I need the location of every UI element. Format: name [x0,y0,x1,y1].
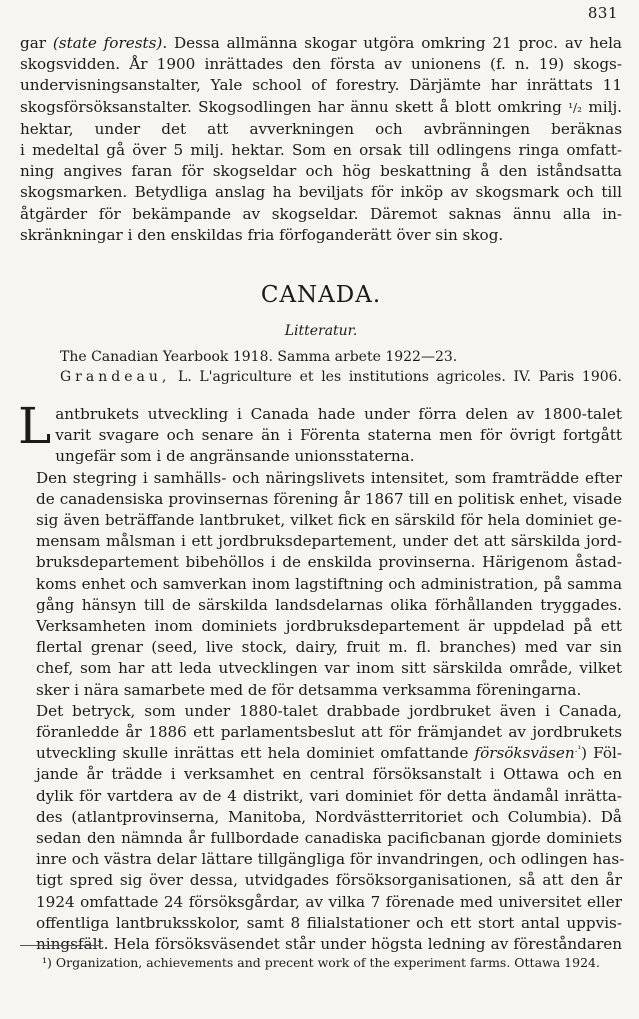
text-segment: . Dessa allmänna skogar utgöra omkring 21 proc. av hela [162,34,622,52]
paragraph [20,468,622,701]
page-number: 831 [587,4,618,22]
text-segment: föranledde år 1886 ett parlamentsbeslut att för främjandet av jordbrukets [36,723,622,742]
text-line [20,828,622,849]
top-paragraph [20,33,622,246]
text-segment: gar [20,34,53,52]
text-line [20,701,622,722]
text-segment: 1924 omfattade 24 försöksgårdar, av vilka 7 förenade med universitet eller [36,892,622,911]
text-line [20,807,622,828]
text-segment: sedan den nämnda år fullbordade canadiska pacificbanan gjorde dominiets [36,829,622,848]
footnote-marker: .¹ [574,745,582,756]
text-line [20,510,622,531]
text-segment: des (atlantprovinserna, Manitoba, Nordvästterritoriet och Columbia). Då [36,807,622,826]
text-line [20,225,622,246]
text-segment: jande år trädde i verksamhet en central försöksanstalt i Ottawa och en [36,765,622,784]
text-segment: Den stegring i samhälls- och näringslivets intensitet, som framträdde efter [36,468,622,487]
text-line [20,786,622,807]
text-segment: ) Föl- [581,744,623,763]
text-line [20,468,622,489]
text-line [20,446,622,467]
text-segment: hektar, under det att avverkningen och avbränningen beräknas [20,119,622,138]
text-line [20,616,622,637]
section-heading: CANADA. [260,282,382,308]
text-line [20,161,622,182]
text-line [20,425,622,446]
italic-text: (state forests) [52,34,163,52]
text-line [20,849,625,870]
text-segment: milj. [581,97,622,116]
text-segment: sig även beträffande lantbruket, vilket fick en särskild för hela dominiet ge- [36,511,622,530]
text-segment: skogsmarken. Betydliga anslag ha beviljats för inköp av skogsmark och till [20,183,622,202]
text-line [20,743,622,764]
text-segment: bruksdepartement bibehöllos i de enskilda provinserna. Härigenom åstad- [36,553,622,572]
text-line [20,119,622,140]
text-segment: undervisningsanstalter, Yale school of forestry. Därjämte har inrättats 11 [20,76,622,95]
text-segment: skränkningar i den enskildas fria förfoganderätt över sin skog. [20,225,504,244]
text-line [20,531,622,552]
text-line [20,934,622,955]
text-segment: mensam målsman i ett jordbruksdepartement, under det att särskilda jord- [36,532,622,551]
text-line [20,404,622,425]
text-line [20,140,622,161]
text-segment: sker i nära samarbete med de för detsamma verksamma föreningarna. [36,680,582,699]
text-line [20,97,622,119]
text-line [20,595,622,616]
text-line [20,574,622,595]
text-segment: Verksamheten inom dominiets jordbruksdepartement är uppdelad på ett [36,617,622,636]
footnote: ¹) Organization, achievements and precent work of the experiment farms. Ottawa 1924. [42,955,600,970]
paragraph [18,397,622,468]
footnote-rule [20,945,100,946]
text-segment: utveckling skulle inrättas ett hela dominiet omfattande [36,744,475,763]
text-line [20,870,622,891]
text-line [20,680,622,701]
text-segment: ningsfält. Hela försöksväsendet står under högsta ledning av föreståndaren [36,935,622,954]
text-line [20,54,622,75]
reference-2-author: Grandeau, [60,369,171,385]
text-segment: ning angives faran för skogseldar och hög beskattning å den iståndsatta [20,162,622,181]
text-line [20,637,622,658]
body-text [18,397,625,955]
text-segment: ¹/₂ [568,100,582,115]
text-segment: dylik för vartdera av de 4 distrikt, vari dominiet för detta ändamål inrätta- [36,786,622,805]
text-segment: chef, som har att leda utvecklingen var inom sitt särskilda område, vilket [36,659,622,678]
drop-cap: L [18,397,52,455]
text-line [20,33,622,54]
page [18,0,625,1019]
italic-text: försöksväsen [474,744,575,763]
text-segment: Det betryck, som under 1880-talet drabbade jordbruket även i Canada, [36,701,622,720]
text-line [20,75,622,96]
text-line [20,764,622,785]
text-segment: i medeltal gå över 5 milj. hektar. Som en orsak till odlingens ringa omfatt- [20,141,622,160]
text-segment: åtgärder för bekämpande av skogseldar. Däremot saknas ännu alla in- [20,204,622,223]
text-line [20,182,622,203]
reference-2 [60,368,622,386]
text-segment: de canadensiska provinsernas förening år 1867 till en politisk enhet, visade [36,489,622,508]
text-segment: varit svagare och senare än i Förenta staterna men för övrigt fortgått [55,426,622,445]
text-segment: gång hänsyn till de särskilda landsdelarnas olika förhållanden tryggades. [36,595,622,614]
literature-title: Litteratur. [284,323,358,339]
text-segment: skogsförsöksanstalter. Skogsodlingen har ännu skett å blott omkring [20,97,569,116]
text-segment: tigt spred sig över dessa, utvidgades försöksorganisationen, så att den år [36,871,622,890]
paragraph [20,701,625,955]
text-line [20,552,622,573]
text-line [20,658,622,679]
text-segment: skogsvidden. År 1900 inrättades den första av unionens (f. n. 19) skogs- [20,55,622,74]
text-segment: ungefär som i de angränsande unionsstaterna. [55,447,415,466]
text-line [20,722,622,743]
text-line [20,489,622,510]
text-segment: koms enhet och samverkan inom lagstiftning och administration, på samma [36,574,622,593]
text-segment: antbrukets utveckling i Canada hade under förra delen av 1800-talet [55,405,622,423]
reference-1: The Canadian Yearbook 1918. Samma arbete 1922—23. [60,349,458,365]
reference-2-text: L. L'agriculture et les institutions agricoles. IV. Paris 1906. [170,369,622,385]
text-segment: offentliga lantbruksskolor, samt 8 filialstationer och ett stort antal uppvis- [36,913,622,932]
text-line [20,913,622,934]
text-line [20,892,622,913]
text-line [20,204,622,225]
text-segment: flertal grenar (seed, live stock, dairy, fruit m. fl. branches) med var sin [36,638,622,657]
text-segment: inre och västra delar lättare tillgängliga för invandringen, och odlingen has- [36,850,625,869]
